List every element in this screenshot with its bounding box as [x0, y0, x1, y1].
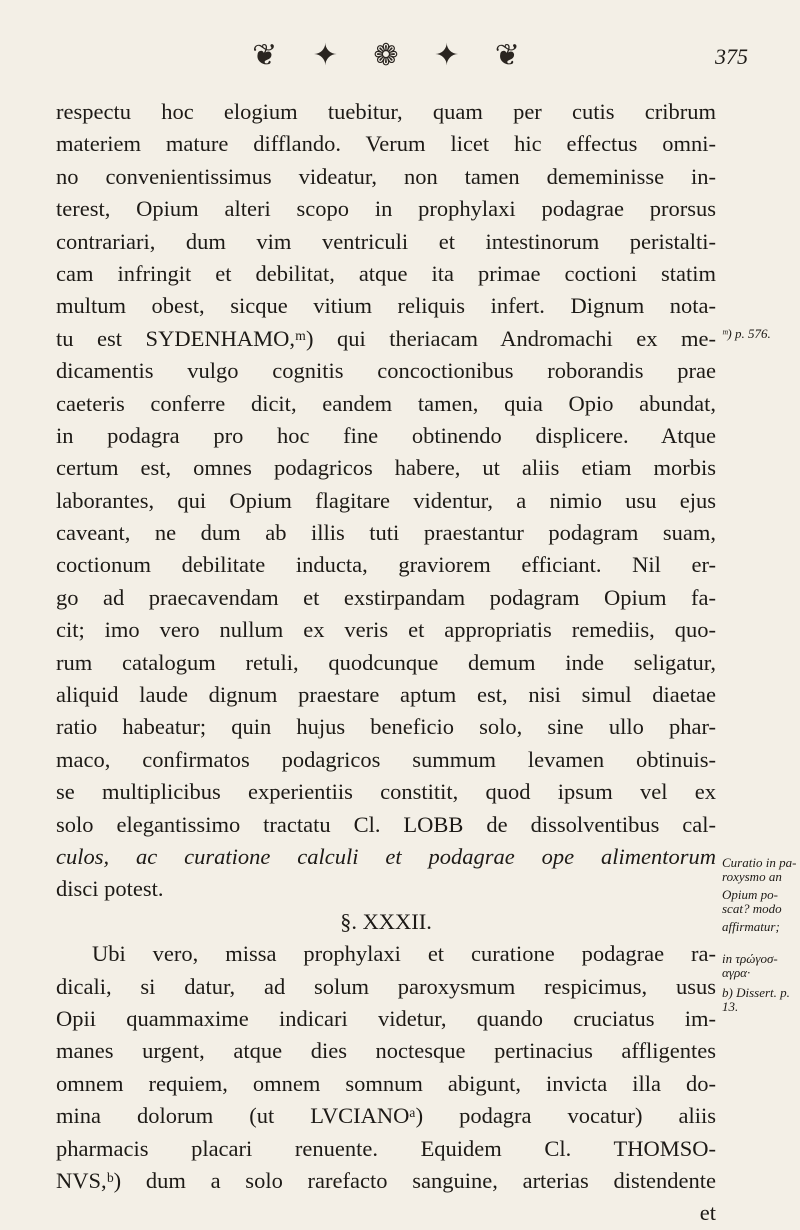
text-line: go ad praecavendam et exstirpandam podagram Opium fa-	[56, 584, 716, 610]
text-line: rum catalogum retuli, quodcunque demum inde seligatur,	[56, 649, 716, 675]
text-line: aliquid laude dignum praestare aptum est, nisi simul diaetae	[56, 682, 716, 708]
margin-note-b: b) Dissert. p.	[722, 985, 790, 1000]
text-line: terest, Opium alteri scopo in prophylaxi podagrae prorsus	[56, 196, 716, 222]
text-line: Ubi vero, missa prophylaxi et curatione podagrae ra-	[92, 941, 716, 967]
text-line: in podagra pro hoc fine obtinendo displicere. Atque	[56, 422, 716, 448]
text-line: cit; imo vero nullum ex veris et appropriatis remediis, quo-	[56, 617, 716, 643]
text-line: ratio habeatur; quin hujus beneficio solo, sine ullo phar-	[56, 714, 716, 740]
margin-note-roxysmo: roxysmo an	[722, 869, 782, 884]
text-line: disci potest.	[56, 876, 164, 902]
body-text	[56, 96, 716, 1230]
margin-note-in: in τρώγοσ-	[722, 951, 778, 966]
text-line: dicali, si datur, ad solum paroxysmum respicimus, usus	[56, 973, 716, 999]
text-line: coctionum debilitate inducta, graviorem efficiant. Nil er-	[56, 552, 716, 578]
text-line: caeteris conferre dicit, eandem tamen, quia Opio abundat,	[56, 390, 716, 416]
page-number: 375	[715, 44, 748, 69]
text-line: contrariari, dum vim ventriculi et intestinorum peristalti-	[56, 228, 716, 254]
text-line: NVS,ᵇ) dum a solo rarefacto sanguine, arterias distendente	[56, 1167, 716, 1193]
text-line: dicamentis vulgo cognitis concoctionibus roborandis prae	[56, 358, 716, 384]
text-line: omnem requiem, omnem somnum abigunt, invicta illa do-	[56, 1070, 716, 1096]
margin-note-13: 13.	[722, 999, 739, 1014]
text-line: solo elegantissimo tractatu Cl. LOBB de dissolventibus cal-	[56, 811, 716, 837]
margin-note-curatio: Curatio in pa-	[722, 855, 797, 870]
text-line: certum est, omnes podagricos habere, ut aliis etiam morbis	[56, 455, 716, 481]
text-line: pharmacis placari renuente. Equidem Cl. THOMSO-	[56, 1135, 716, 1161]
section-heading: §. XXXII.	[340, 908, 432, 934]
text-line: tu est SYDENHAMO,ᵐ) qui theriacam Andromachi ex me-	[56, 325, 716, 351]
text-line: manes urgent, atque dies noctesque pertinacius affligentes	[56, 1038, 716, 1064]
margin-note-scat: scat? modo	[722, 901, 782, 916]
text-line: laborantes, qui Opium flagitare videntur, a nimio usu ejus	[56, 487, 716, 513]
text-line: culos, ac curatione calculi et podagrae ope alimentorum	[56, 843, 716, 869]
margin-note-nota: αγρα·	[722, 965, 751, 980]
text-line: caveant, ne dum ab illis tuti praestantur podagram suam,	[56, 520, 716, 546]
margin-note-opium: Opium po-	[722, 887, 778, 902]
text-line: multum obest, sicque vitium reliquis infert. Dignum nota-	[56, 293, 716, 319]
margin-note-m: ᵐ) p. 576.	[722, 326, 771, 341]
text-line: Opii quammaxime indicari videtur, quando cruciatus im-	[56, 1005, 716, 1031]
text-line: mina dolorum (ut LVCIANOᵃ) podagra vocatur) aliis	[56, 1103, 716, 1129]
text-line: maco, confirmatos podagricos summum levamen obtinuis-	[56, 746, 716, 772]
page-header	[0, 38, 800, 78]
text-line: respectu hoc elogium tuebitur, quam per cutis cribrum	[56, 99, 716, 124]
text-line: se multiplicibus experientiis constitit, quod ipsum vel ex	[56, 779, 716, 805]
header-ornament: ❦ ✦ ❁ ✦ ❦	[252, 39, 534, 72]
text-line: no convenientissimus videatur, non tamen dememinisse in-	[56, 163, 716, 189]
text-line: et	[699, 1200, 716, 1226]
text-line: materiem mature difflando. Verum licet hic effectus omni-	[56, 131, 716, 157]
margin-note-affirmatur: affirmatur;	[722, 919, 780, 934]
text-line: cam infringit et debilitat, atque ita primae coctioni statim	[56, 260, 716, 286]
